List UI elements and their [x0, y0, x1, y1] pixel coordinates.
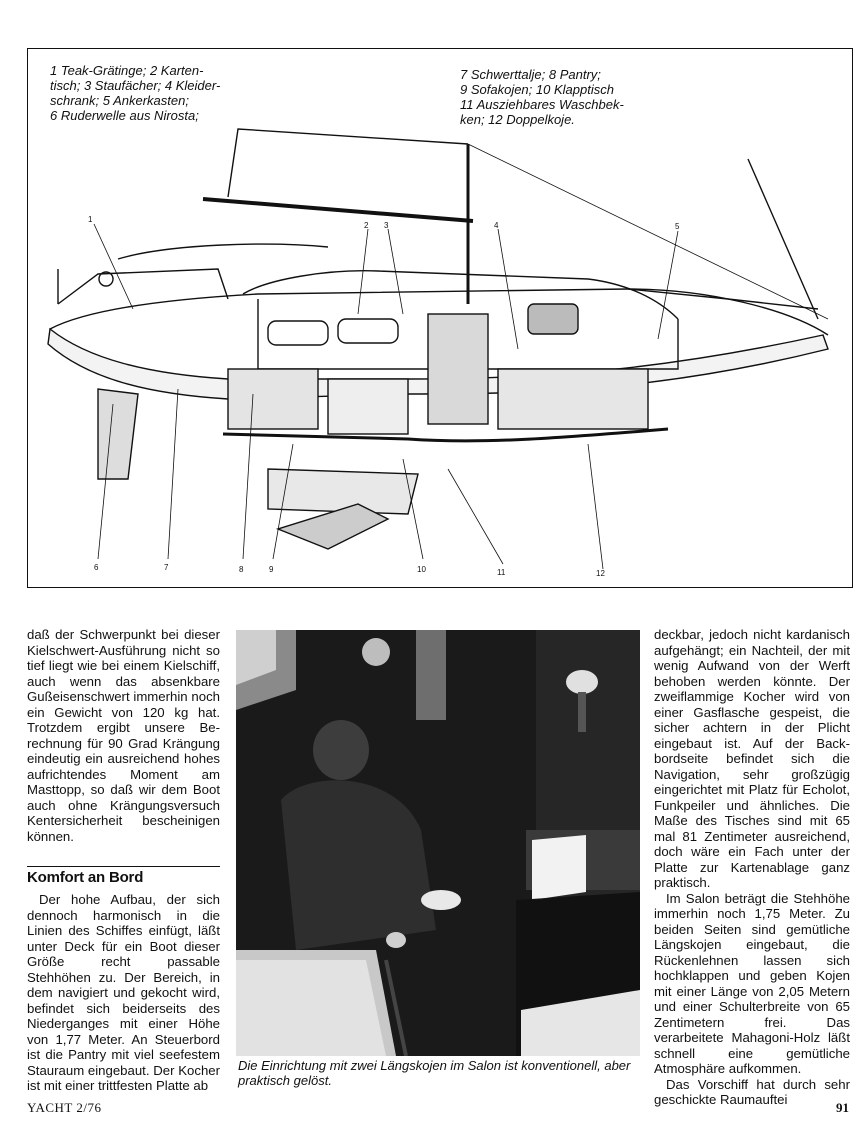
callout-5: 5	[675, 222, 680, 231]
legend-left: 1 Teak-Grätinge; 2 Karten- tisch; 3 Staufächer; 4 Kleider- schrank; 5 Ankerkasten; 6 Ruderwelle aus Nirosta;	[50, 63, 221, 123]
column-1-text	[27, 627, 220, 844]
column-3-paragraph-1: deckbar, jedoch nicht kardanisch aufgehängt; ein Nachteil, der mit wenig Aufwand von der Werft behoben werden könnte. Der zweiflammige Kocher wird von einer Gasflasche gespeist, die sicher achtern in der Plicht eingebaut ist. Auf der Backbordseite befindet sich die Navigation, sehr großzügig eingerichtet mit Platz für Echolot, Funkpeiler und ähnliches. Die Maße des Tisches sind mit 65 mal 81 Zentimeter ausreichend, doch wäre ein Fach unter der Platte zur Kartenablage ganz praktisch.	[654, 627, 850, 890]
callout-4: 4	[494, 221, 499, 230]
cutaway-illustration	[27, 48, 853, 588]
callout-1: 1	[88, 215, 93, 224]
column-3-paragraph-2: Im Salon beträgt die Stehhöhe immerhin noch 1,75 Meter. Zu beiden Seiten sind gemütliche Längskojen eingebaut, die Rückenlehnen lassen sich hochklappen und geben Kojen mit einer Länge von 2,05 Metern und einer Schulterbreite von 65 Zentimetern frei. Das verarbeitete Mahagoni-Holz läßt schnell eine gemütliche Atmosphäre aufkommen.	[654, 890, 850, 1076]
column-3-text	[654, 627, 850, 1108]
section-heading: Komfort an Bord	[27, 866, 220, 886]
photo-caption: Die Einrichtung mit zwei Längskojen im Salon ist konventionell, aber praktisch gelöst.	[238, 1058, 631, 1088]
callout-12: 12	[596, 569, 605, 578]
column-1-paragraph-2: Der hohe Aufbau, der sich dennoch harmonisch in die Linien des Schiffes einfügt, läßt unter Deck für ein Boot dieser Größe recht passable Stehhöhen zu. Der Bereich, in dem navigiert und gekocht wird, befindet sich beiderseits des Niederganges mit einer Höhe von 1,77 Meter. An Steuerbord ist die Pantry mit viel seefestem Stauraum eingebaut. Der Kocher ist mit einer trittfesten Platte ab	[27, 892, 220, 1093]
callout-7: 7	[164, 563, 169, 572]
salon-photo-image	[236, 630, 640, 1056]
magazine-issue: YACHT 2/76	[27, 1100, 102, 1115]
callout-10: 10	[417, 565, 426, 574]
legend-right: 7 Schwerttalje; 8 Pantry; 9 Sofakojen; 10 Klapptisch 11 Ausziehbares Waschbek- ken; 12 Doppelkoje.	[460, 67, 624, 127]
page-number: 91	[836, 1100, 849, 1115]
callout-9: 9	[269, 565, 274, 574]
callout-8: 8	[239, 565, 244, 574]
callout-6: 6	[94, 563, 99, 572]
column-3-paragraph-3: Das Vorschiff hat durch sehr geschickte Raumauftei	[654, 1076, 850, 1107]
callout-3: 3	[384, 221, 389, 230]
callout-11: 11	[497, 568, 506, 577]
yacht-cutaway-drawing	[28, 49, 851, 586]
column-1-paragraph: daß der Schwerpunkt bei dieser Kielschwert-Ausführung nicht so tief liegt wie bei einem Kielschiff, auch wenn das absenkbare Gußeisenschwert immerhin noch ein Gewicht von 120 kg hat. Trotzdem ergibt unsere Berechnung für 90 Grad Krängung eindeutig ein ausreichend hohes aufrichtendes Moment am Masttopp, so daß wir dem Boot auch ohne Krängungsversuch Kentersicherheit bescheinigen können.	[27, 627, 220, 844]
callout-2: 2	[364, 221, 369, 230]
column-1-text-continued	[27, 892, 220, 1094]
salon-photo	[236, 630, 640, 1056]
